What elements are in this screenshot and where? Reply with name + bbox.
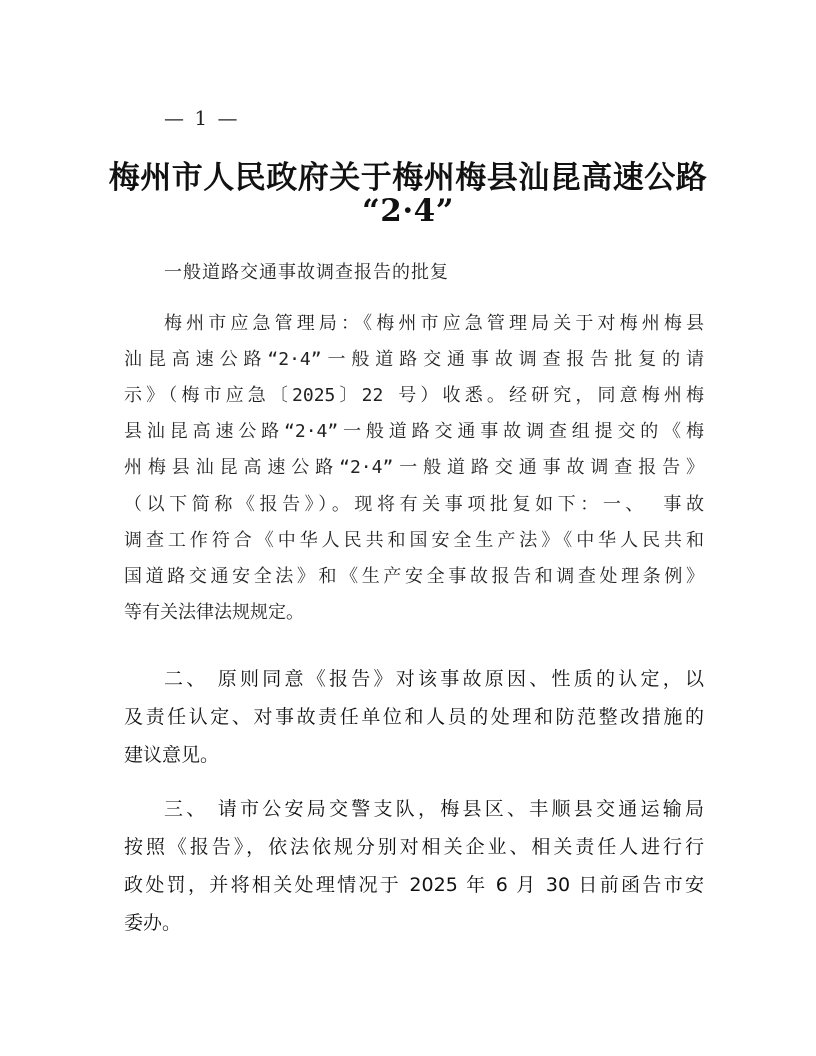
- paragraph-3-line: 政处罚，并将相关处理情况于 2025 年 6 月 30 日前函告市安: [124, 874, 704, 896]
- paragraph-2-line: 建议意见。: [124, 744, 220, 766]
- paragraph-2-line: 及责任认定、对事故责任单位和人员的处理和防范整改措施的: [124, 706, 704, 728]
- page-number: — 1 —: [164, 106, 240, 130]
- paragraph-1-line: 等有关法律法规规定。: [124, 602, 304, 623]
- paragraph-3-line: 三、 请市公安局交警支队，梅县区、丰顺县交通运输局: [164, 798, 704, 820]
- paragraph-3-line: 按照《报告》，依法依规分别对相关企业、相关责任人进行行: [124, 836, 704, 858]
- paragraph-1-line: 梅州市应急管理局：《梅州市应急管理局关于对梅州梅县: [164, 313, 704, 334]
- document-title-line-2: “2·4”: [361, 193, 455, 229]
- paragraph-1-line: 调查工作符合《中华人民共和国安全生产法》《中华人民共和: [124, 530, 704, 551]
- document-title-line-1: 梅州市人民政府关于梅州梅县汕昆高速公路: [108, 160, 708, 196]
- document-subtitle: 一般道路交通事故调查报告的批复: [164, 262, 449, 283]
- paragraph-1-line: 县汕昆高速公路“2·4”一般道路交通事故调查组提交的《梅: [124, 421, 704, 442]
- paragraph-1-line: 国道路交通安全法》和《生产安全事故报告和调查处理条例》: [124, 566, 704, 587]
- paragraph-1-line: 示》（梅市应急〔2025〕22 号）收悉。经研究，同意梅州梅: [124, 385, 704, 406]
- paragraph-1-line: （以下简称《报告》）。现将有关事项批复如下：一、 事故: [124, 494, 704, 515]
- paragraph-2-line: 二、 原则同意《报告》对该事故原因、性质的认定，以: [164, 668, 704, 690]
- paragraph-3-line: 委办。: [124, 912, 182, 934]
- paragraph-1-line: 汕昆高速公路“2·4”一般道路交通事故调查报告批复的请: [124, 349, 704, 370]
- paragraph-1-line: 州梅县汕昆高速公路“2·4”一般道路交通事故调查报告》: [124, 457, 704, 478]
